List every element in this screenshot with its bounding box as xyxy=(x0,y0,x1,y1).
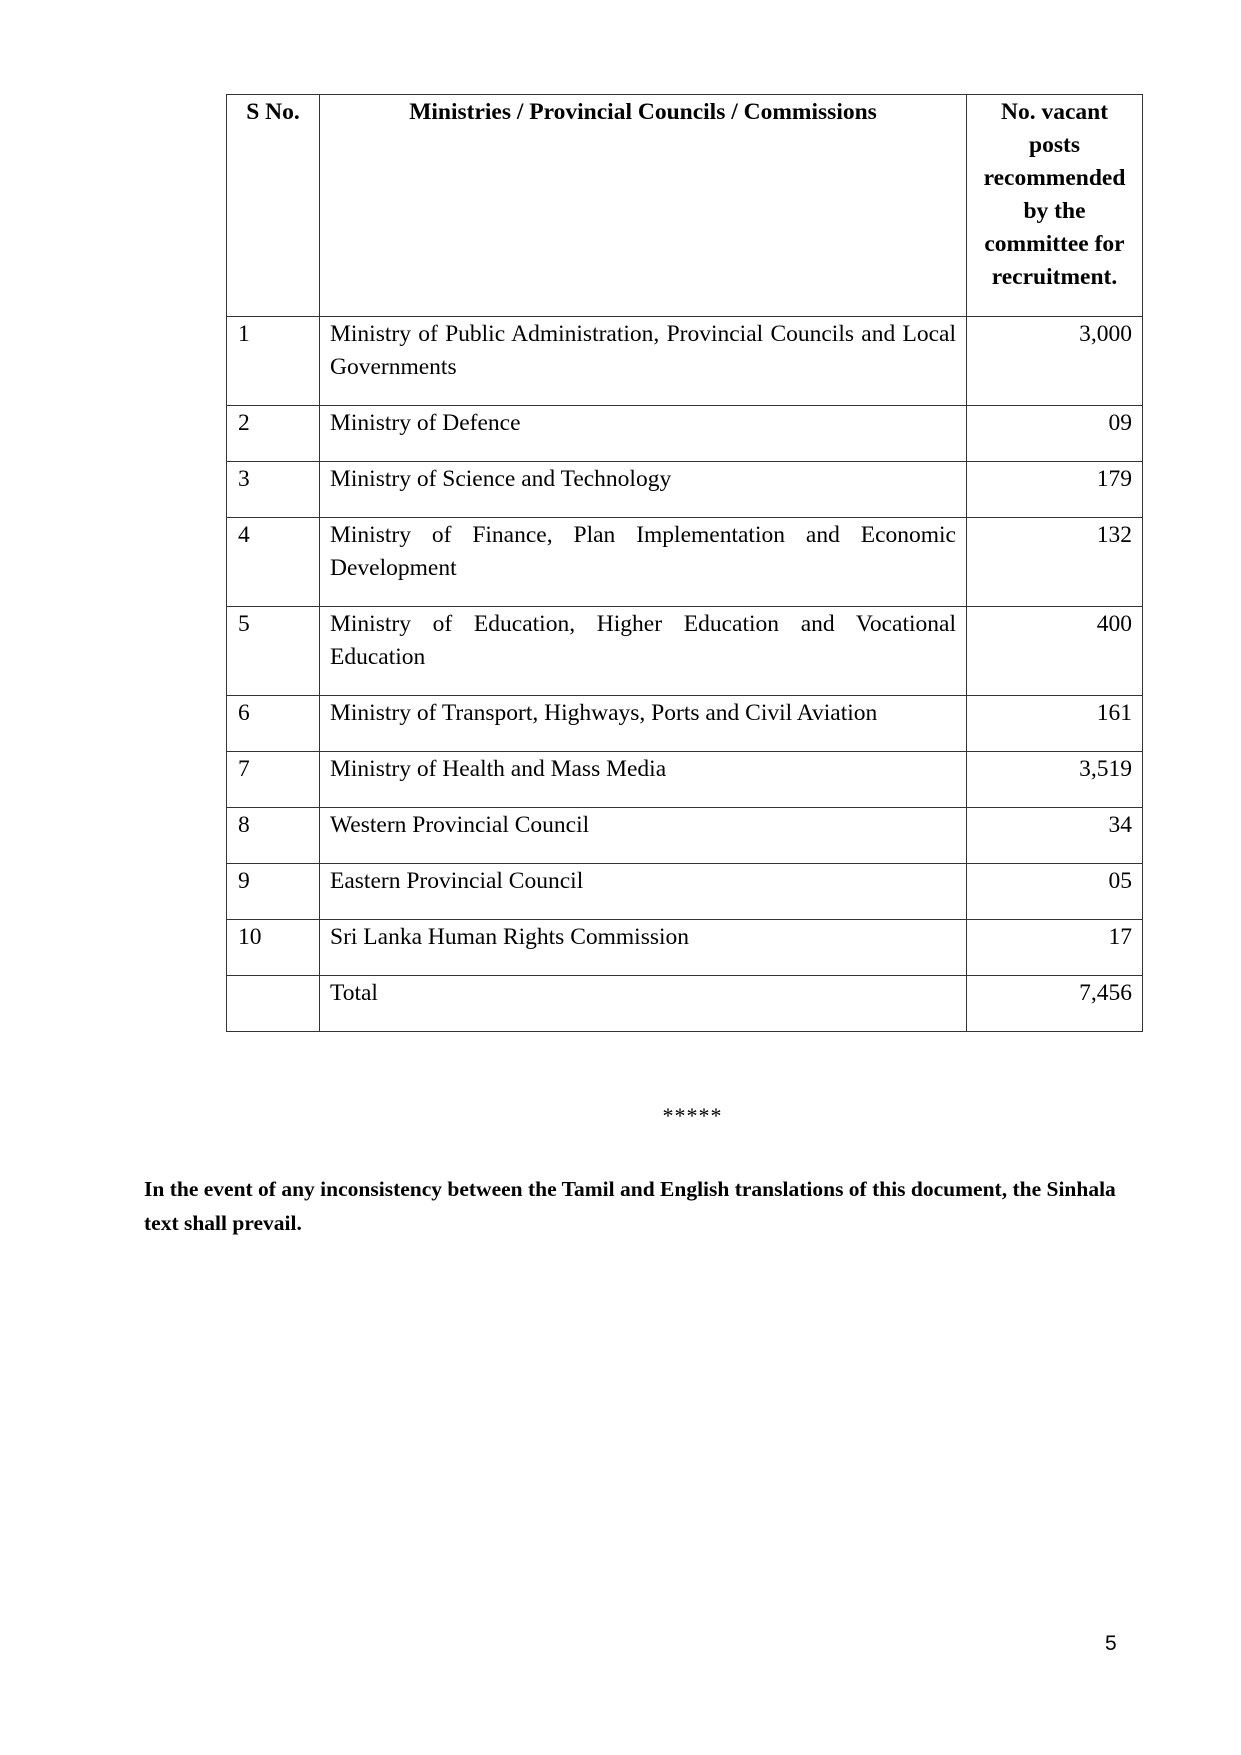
row-s-no: 4 xyxy=(227,518,320,607)
header-ministries: Ministries / Provincial Councils / Commissions xyxy=(320,95,967,317)
table-row xyxy=(227,864,1143,920)
table-row xyxy=(227,462,1143,518)
total-vacant-posts: 7,456 xyxy=(967,976,1143,1032)
row-s-no: 7 xyxy=(227,752,320,808)
row-s-no: 2 xyxy=(227,406,320,462)
row-ministry: Ministry of Public Administration, Provincial Councils and Local Governments xyxy=(320,317,967,406)
table-row xyxy=(227,920,1143,976)
row-vacant-posts: 3,000 xyxy=(967,317,1143,406)
row-s-no: 5 xyxy=(227,607,320,696)
table-header-row xyxy=(227,95,1143,317)
section-separator: ***** xyxy=(662,1103,723,1128)
row-ministry: Ministry of Transport, Highways, Ports and Civil Aviation xyxy=(320,696,967,752)
translation-note: In the event of any inconsistency between the Tamil and English translations of this document, the Sinhala text shall prevail. xyxy=(144,1177,1116,1235)
row-ministry: Western Provincial Council xyxy=(320,808,967,864)
row-ministry: Sri Lanka Human Rights Commission xyxy=(320,920,967,976)
table-row xyxy=(227,607,1143,696)
row-vacant-posts: 17 xyxy=(967,920,1143,976)
vacancies-table xyxy=(226,94,1143,1032)
row-vacant-posts: 161 xyxy=(967,696,1143,752)
row-vacant-posts: 132 xyxy=(967,518,1143,607)
row-ministry: Ministry of Science and Technology xyxy=(320,462,967,518)
total-s-no xyxy=(227,976,320,1032)
table-row xyxy=(227,406,1143,462)
row-vacant-posts: 09 xyxy=(967,406,1143,462)
row-s-no: 8 xyxy=(227,808,320,864)
row-s-no: 10 xyxy=(227,920,320,976)
table-total-row xyxy=(227,976,1143,1032)
row-vacant-posts: 34 xyxy=(967,808,1143,864)
table-row xyxy=(227,808,1143,864)
table-row xyxy=(227,752,1143,808)
row-ministry: Eastern Provincial Council xyxy=(320,864,967,920)
row-vacant-posts: 3,519 xyxy=(967,752,1143,808)
header-s-no: S No. xyxy=(227,95,320,317)
row-vacant-posts: 400 xyxy=(967,607,1143,696)
row-s-no: 6 xyxy=(227,696,320,752)
page-number: 5 xyxy=(1105,1632,1117,1655)
row-vacant-posts: 179 xyxy=(967,462,1143,518)
row-s-no: 9 xyxy=(227,864,320,920)
table-row xyxy=(227,518,1143,607)
row-ministry: Ministry of Health and Mass Media xyxy=(320,752,967,808)
row-s-no: 1 xyxy=(227,317,320,406)
table-row xyxy=(227,696,1143,752)
row-ministry: Ministry of Defence xyxy=(320,406,967,462)
row-ministry: Ministry of Education, Higher Education and Vocational Education xyxy=(320,607,967,696)
row-ministry: Ministry of Finance, Plan Implementation and Economic Development xyxy=(320,518,967,607)
row-s-no: 3 xyxy=(227,462,320,518)
table-row xyxy=(227,317,1143,406)
total-label: Total xyxy=(320,976,967,1032)
header-vacant-posts: No. vacant posts recommended by the committee for recruitment. xyxy=(967,95,1143,317)
row-vacant-posts: 05 xyxy=(967,864,1143,920)
